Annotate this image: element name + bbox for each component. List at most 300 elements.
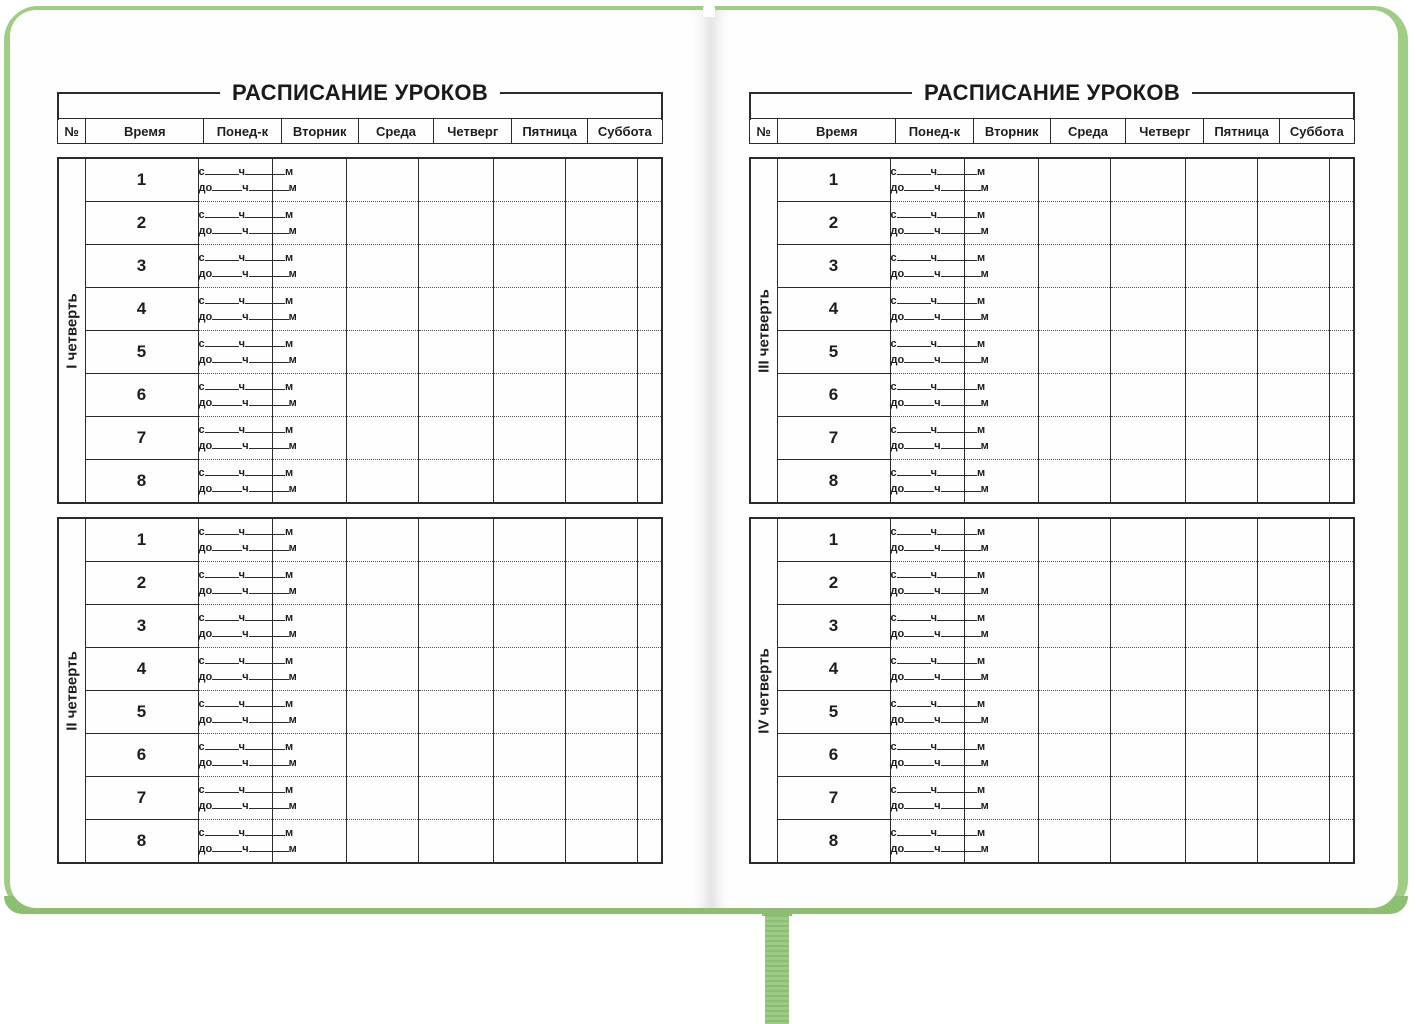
time-blank[interactable]: [212, 224, 242, 234]
time-from-line[interactable]: [198, 379, 294, 395]
subject-cell[interactable]: [346, 331, 418, 374]
time-blank[interactable]: [245, 568, 285, 578]
time-blank[interactable]: [897, 208, 931, 218]
time-to-line[interactable]: [198, 626, 297, 642]
lesson-time-field[interactable]: [890, 518, 989, 562]
subject-cell[interactable]: [1038, 288, 1110, 331]
time-blank[interactable]: [249, 181, 289, 191]
subject-cell[interactable]: [637, 202, 662, 245]
subject-cell[interactable]: [1185, 460, 1257, 504]
subject-cell[interactable]: [418, 417, 493, 460]
subject-cell[interactable]: [637, 417, 662, 460]
time-blank[interactable]: [904, 756, 934, 766]
time-blank[interactable]: [941, 799, 981, 809]
subject-cell[interactable]: [1038, 460, 1110, 504]
time-blank[interactable]: [937, 466, 977, 476]
time-blank[interactable]: [941, 670, 981, 680]
subject-cell[interactable]: [346, 518, 418, 562]
subject-cell[interactable]: [418, 518, 493, 562]
time-blank[interactable]: [212, 584, 242, 594]
time-blank[interactable]: [941, 181, 981, 191]
time-blank[interactable]: [212, 670, 242, 680]
lesson-time-field[interactable]: [198, 820, 297, 864]
subject-cell[interactable]: [1038, 820, 1110, 864]
time-from-line[interactable]: [198, 336, 294, 352]
subject-cell[interactable]: [1185, 605, 1257, 648]
lesson-time-field[interactable]: [890, 245, 989, 288]
time-blank[interactable]: [941, 627, 981, 637]
subject-cell[interactable]: [1329, 777, 1354, 820]
subject-cell[interactable]: [1185, 777, 1257, 820]
time-to-line[interactable]: [890, 755, 989, 771]
subject-cell[interactable]: [1329, 417, 1354, 460]
subject-cell[interactable]: [346, 562, 418, 605]
lesson-time-field[interactable]: [890, 648, 989, 691]
time-blank[interactable]: [245, 208, 285, 218]
subject-cell[interactable]: [493, 245, 565, 288]
time-from-line[interactable]: [890, 696, 986, 712]
time-from-line[interactable]: [198, 696, 294, 712]
subject-cell[interactable]: [418, 460, 493, 504]
subject-cell[interactable]: [493, 648, 565, 691]
time-blank[interactable]: [249, 541, 289, 551]
lesson-time-field[interactable]: [198, 648, 297, 691]
subject-cell[interactable]: [1110, 518, 1185, 562]
time-blank[interactable]: [937, 525, 977, 535]
subject-cell[interactable]: [1329, 460, 1354, 504]
subject-cell[interactable]: [565, 417, 637, 460]
time-to-line[interactable]: [890, 481, 989, 497]
time-blank[interactable]: [937, 611, 977, 621]
subject-cell[interactable]: [418, 288, 493, 331]
time-blank[interactable]: [249, 756, 289, 766]
time-blank[interactable]: [941, 482, 981, 492]
subject-cell[interactable]: [565, 374, 637, 417]
lesson-time-field[interactable]: [198, 777, 297, 820]
time-blank[interactable]: [897, 826, 931, 836]
subject-cell[interactable]: [637, 518, 662, 562]
subject-cell[interactable]: [418, 734, 493, 777]
time-blank[interactable]: [904, 842, 934, 852]
time-to-line[interactable]: [890, 626, 989, 642]
subject-cell[interactable]: [637, 288, 662, 331]
time-from-line[interactable]: [198, 524, 294, 540]
time-blank[interactable]: [245, 423, 285, 433]
time-blank[interactable]: [205, 337, 239, 347]
lesson-time-field[interactable]: [198, 331, 297, 374]
time-blank[interactable]: [904, 584, 934, 594]
time-blank[interactable]: [904, 541, 934, 551]
subject-cell[interactable]: [1110, 562, 1185, 605]
time-blank[interactable]: [937, 294, 977, 304]
time-from-line[interactable]: [890, 336, 986, 352]
time-to-line[interactable]: [198, 583, 297, 599]
subject-cell[interactable]: [493, 158, 565, 202]
time-from-line[interactable]: [890, 567, 986, 583]
time-from-line[interactable]: [198, 653, 294, 669]
time-to-line[interactable]: [890, 309, 989, 325]
time-blank[interactable]: [897, 337, 931, 347]
subject-cell[interactable]: [1257, 691, 1329, 734]
lesson-time-field[interactable]: [198, 691, 297, 734]
time-blank[interactable]: [245, 251, 285, 261]
subject-cell[interactable]: [1257, 202, 1329, 245]
subject-cell[interactable]: [637, 777, 662, 820]
subject-cell[interactable]: [1257, 331, 1329, 374]
time-blank[interactable]: [245, 380, 285, 390]
time-from-line[interactable]: [890, 610, 986, 626]
time-blank[interactable]: [212, 482, 242, 492]
time-from-line[interactable]: [890, 379, 986, 395]
subject-cell[interactable]: [1110, 777, 1185, 820]
time-to-line[interactable]: [198, 309, 297, 325]
subject-cell[interactable]: [565, 202, 637, 245]
subject-cell[interactable]: [418, 691, 493, 734]
subject-cell[interactable]: [1038, 158, 1110, 202]
subject-cell[interactable]: [1329, 374, 1354, 417]
time-from-line[interactable]: [890, 739, 986, 755]
subject-cell[interactable]: [418, 777, 493, 820]
time-blank[interactable]: [937, 826, 977, 836]
time-blank[interactable]: [212, 756, 242, 766]
subject-cell[interactable]: [637, 734, 662, 777]
subject-cell[interactable]: [418, 331, 493, 374]
subject-cell[interactable]: [1185, 562, 1257, 605]
time-blank[interactable]: [249, 224, 289, 234]
time-blank[interactable]: [249, 584, 289, 594]
time-blank[interactable]: [249, 310, 289, 320]
subject-cell[interactable]: [418, 202, 493, 245]
time-blank[interactable]: [212, 842, 242, 852]
time-blank[interactable]: [897, 251, 931, 261]
subject-cell[interactable]: [565, 460, 637, 504]
subject-cell[interactable]: [346, 605, 418, 648]
lesson-time-field[interactable]: [890, 777, 989, 820]
time-from-line[interactable]: [890, 293, 986, 309]
subject-cell[interactable]: [1038, 734, 1110, 777]
lesson-time-field[interactable]: [198, 374, 297, 417]
subject-cell[interactable]: [565, 734, 637, 777]
time-to-line[interactable]: [890, 266, 989, 282]
subject-cell[interactable]: [1038, 691, 1110, 734]
subject-cell[interactable]: [1257, 820, 1329, 864]
subject-cell[interactable]: [1185, 691, 1257, 734]
subject-cell[interactable]: [565, 605, 637, 648]
subject-cell[interactable]: [1110, 417, 1185, 460]
subject-cell[interactable]: [346, 417, 418, 460]
time-blank[interactable]: [937, 740, 977, 750]
time-blank[interactable]: [245, 337, 285, 347]
time-from-line[interactable]: [890, 422, 986, 438]
time-blank[interactable]: [904, 267, 934, 277]
time-blank[interactable]: [937, 380, 977, 390]
time-blank[interactable]: [205, 654, 239, 664]
time-blank[interactable]: [897, 740, 931, 750]
lesson-time-field[interactable]: [198, 245, 297, 288]
time-blank[interactable]: [897, 697, 931, 707]
subject-cell[interactable]: [565, 331, 637, 374]
time-to-line[interactable]: [198, 438, 297, 454]
subject-cell[interactable]: [346, 691, 418, 734]
time-blank[interactable]: [212, 353, 242, 363]
subject-cell[interactable]: [637, 374, 662, 417]
subject-cell[interactable]: [346, 777, 418, 820]
time-to-line[interactable]: [198, 180, 297, 196]
subject-cell[interactable]: [1110, 820, 1185, 864]
subject-cell[interactable]: [346, 374, 418, 417]
subject-cell[interactable]: [1185, 374, 1257, 417]
time-blank[interactable]: [941, 541, 981, 551]
time-blank[interactable]: [212, 310, 242, 320]
time-blank[interactable]: [904, 482, 934, 492]
subject-cell[interactable]: [1329, 202, 1354, 245]
time-blank[interactable]: [205, 611, 239, 621]
subject-cell[interactable]: [637, 562, 662, 605]
subject-cell[interactable]: [346, 202, 418, 245]
time-blank[interactable]: [245, 740, 285, 750]
time-blank[interactable]: [249, 670, 289, 680]
subject-cell[interactable]: [1110, 288, 1185, 331]
time-blank[interactable]: [904, 310, 934, 320]
subject-cell[interactable]: [418, 245, 493, 288]
subject-cell[interactable]: [1038, 202, 1110, 245]
time-blank[interactable]: [245, 783, 285, 793]
subject-cell[interactable]: [493, 734, 565, 777]
subject-cell[interactable]: [493, 460, 565, 504]
time-blank[interactable]: [249, 627, 289, 637]
time-blank[interactable]: [205, 251, 239, 261]
subject-cell[interactable]: [1185, 648, 1257, 691]
time-blank[interactable]: [205, 466, 239, 476]
subject-cell[interactable]: [1257, 245, 1329, 288]
subject-cell[interactable]: [1038, 518, 1110, 562]
time-blank[interactable]: [212, 627, 242, 637]
time-blank[interactable]: [245, 611, 285, 621]
subject-cell[interactable]: [1329, 331, 1354, 374]
subject-cell[interactable]: [1257, 374, 1329, 417]
time-to-line[interactable]: [890, 223, 989, 239]
time-blank[interactable]: [897, 294, 931, 304]
lesson-time-field[interactable]: [890, 820, 989, 864]
time-to-line[interactable]: [890, 352, 989, 368]
subject-cell[interactable]: [1257, 648, 1329, 691]
time-from-line[interactable]: [198, 422, 294, 438]
time-blank[interactable]: [897, 380, 931, 390]
time-to-line[interactable]: [890, 841, 989, 857]
lesson-time-field[interactable]: [890, 158, 989, 202]
time-from-line[interactable]: [890, 164, 986, 180]
time-to-line[interactable]: [890, 712, 989, 728]
subject-cell[interactable]: [1110, 460, 1185, 504]
time-blank[interactable]: [897, 611, 931, 621]
time-from-line[interactable]: [890, 207, 986, 223]
subject-cell[interactable]: [1185, 202, 1257, 245]
time-from-line[interactable]: [890, 825, 986, 841]
lesson-time-field[interactable]: [198, 605, 297, 648]
subject-cell[interactable]: [346, 158, 418, 202]
subject-cell[interactable]: [1185, 331, 1257, 374]
subject-cell[interactable]: [1185, 288, 1257, 331]
lesson-time-field[interactable]: [890, 374, 989, 417]
time-to-line[interactable]: [890, 798, 989, 814]
time-to-line[interactable]: [198, 841, 297, 857]
time-blank[interactable]: [205, 165, 239, 175]
time-from-line[interactable]: [890, 524, 986, 540]
time-blank[interactable]: [941, 224, 981, 234]
time-blank[interactable]: [937, 337, 977, 347]
time-from-line[interactable]: [890, 250, 986, 266]
time-from-line[interactable]: [198, 782, 294, 798]
lesson-time-field[interactable]: [890, 605, 989, 648]
time-to-line[interactable]: [198, 395, 297, 411]
time-blank[interactable]: [205, 380, 239, 390]
time-blank[interactable]: [249, 799, 289, 809]
subject-cell[interactable]: [1110, 202, 1185, 245]
subject-cell[interactable]: [493, 691, 565, 734]
time-to-line[interactable]: [198, 223, 297, 239]
subject-cell[interactable]: [1257, 158, 1329, 202]
subject-cell[interactable]: [493, 518, 565, 562]
subject-cell[interactable]: [1329, 648, 1354, 691]
time-blank[interactable]: [904, 670, 934, 680]
time-from-line[interactable]: [198, 825, 294, 841]
subject-cell[interactable]: [346, 820, 418, 864]
subject-cell[interactable]: [1257, 734, 1329, 777]
lesson-time-field[interactable]: [890, 417, 989, 460]
time-to-line[interactable]: [890, 583, 989, 599]
subject-cell[interactable]: [565, 518, 637, 562]
time-blank[interactable]: [897, 654, 931, 664]
lesson-time-field[interactable]: [890, 734, 989, 777]
subject-cell[interactable]: [493, 605, 565, 648]
subject-cell[interactable]: [1110, 245, 1185, 288]
subject-cell[interactable]: [1185, 158, 1257, 202]
time-blank[interactable]: [937, 654, 977, 664]
subject-cell[interactable]: [637, 605, 662, 648]
time-blank[interactable]: [245, 697, 285, 707]
subject-cell[interactable]: [493, 417, 565, 460]
subject-cell[interactable]: [1257, 460, 1329, 504]
time-blank[interactable]: [937, 251, 977, 261]
subject-cell[interactable]: [418, 648, 493, 691]
time-to-line[interactable]: [198, 266, 297, 282]
time-blank[interactable]: [249, 267, 289, 277]
time-to-line[interactable]: [890, 438, 989, 454]
subject-cell[interactable]: [418, 820, 493, 864]
subject-cell[interactable]: [1329, 518, 1354, 562]
time-blank[interactable]: [205, 423, 239, 433]
subject-cell[interactable]: [565, 245, 637, 288]
subject-cell[interactable]: [418, 374, 493, 417]
subject-cell[interactable]: [418, 158, 493, 202]
lesson-time-field[interactable]: [890, 331, 989, 374]
subject-cell[interactable]: [1257, 605, 1329, 648]
subject-cell[interactable]: [1257, 518, 1329, 562]
time-from-line[interactable]: [198, 293, 294, 309]
time-blank[interactable]: [205, 697, 239, 707]
time-blank[interactable]: [904, 181, 934, 191]
subject-cell[interactable]: [565, 288, 637, 331]
subject-cell[interactable]: [418, 605, 493, 648]
time-blank[interactable]: [937, 783, 977, 793]
time-blank[interactable]: [205, 740, 239, 750]
subject-cell[interactable]: [1329, 691, 1354, 734]
time-to-line[interactable]: [198, 712, 297, 728]
subject-cell[interactable]: [1038, 562, 1110, 605]
time-blank[interactable]: [249, 842, 289, 852]
lesson-time-field[interactable]: [198, 202, 297, 245]
time-from-line[interactable]: [198, 567, 294, 583]
subject-cell[interactable]: [1329, 605, 1354, 648]
time-from-line[interactable]: [890, 465, 986, 481]
time-blank[interactable]: [904, 439, 934, 449]
subject-cell[interactable]: [1185, 734, 1257, 777]
subject-cell[interactable]: [1110, 374, 1185, 417]
time-blank[interactable]: [205, 826, 239, 836]
time-blank[interactable]: [937, 697, 977, 707]
time-blank[interactable]: [941, 756, 981, 766]
lesson-time-field[interactable]: [198, 562, 297, 605]
subject-cell[interactable]: [1257, 288, 1329, 331]
lesson-time-field[interactable]: [198, 158, 297, 202]
time-blank[interactable]: [245, 165, 285, 175]
time-blank[interactable]: [897, 525, 931, 535]
subject-cell[interactable]: [1185, 417, 1257, 460]
time-from-line[interactable]: [198, 739, 294, 755]
time-blank[interactable]: [904, 396, 934, 406]
subject-cell[interactable]: [637, 691, 662, 734]
subject-cell[interactable]: [346, 734, 418, 777]
subject-cell[interactable]: [1110, 734, 1185, 777]
time-blank[interactable]: [245, 525, 285, 535]
time-blank[interactable]: [205, 525, 239, 535]
time-blank[interactable]: [941, 713, 981, 723]
time-blank[interactable]: [897, 466, 931, 476]
time-to-line[interactable]: [890, 540, 989, 556]
lesson-time-field[interactable]: [198, 518, 297, 562]
time-blank[interactable]: [205, 783, 239, 793]
time-blank[interactable]: [897, 568, 931, 578]
lesson-time-field[interactable]: [890, 460, 989, 504]
time-blank[interactable]: [937, 423, 977, 433]
time-blank[interactable]: [212, 541, 242, 551]
subject-cell[interactable]: [1329, 562, 1354, 605]
time-blank[interactable]: [212, 396, 242, 406]
time-from-line[interactable]: [198, 465, 294, 481]
time-to-line[interactable]: [198, 669, 297, 685]
time-blank[interactable]: [205, 568, 239, 578]
subject-cell[interactable]: [418, 562, 493, 605]
subject-cell[interactable]: [493, 374, 565, 417]
lesson-time-field[interactable]: [198, 734, 297, 777]
lesson-time-field[interactable]: [890, 202, 989, 245]
subject-cell[interactable]: [565, 648, 637, 691]
time-blank[interactable]: [249, 353, 289, 363]
subject-cell[interactable]: [637, 158, 662, 202]
subject-cell[interactable]: [565, 158, 637, 202]
time-blank[interactable]: [904, 224, 934, 234]
lesson-time-field[interactable]: [890, 288, 989, 331]
subject-cell[interactable]: [637, 331, 662, 374]
time-blank[interactable]: [249, 396, 289, 406]
lesson-time-field[interactable]: [198, 417, 297, 460]
subject-cell[interactable]: [493, 331, 565, 374]
time-blank[interactable]: [941, 267, 981, 277]
subject-cell[interactable]: [565, 777, 637, 820]
time-from-line[interactable]: [890, 653, 986, 669]
subject-cell[interactable]: [1110, 605, 1185, 648]
lesson-time-field[interactable]: [198, 288, 297, 331]
